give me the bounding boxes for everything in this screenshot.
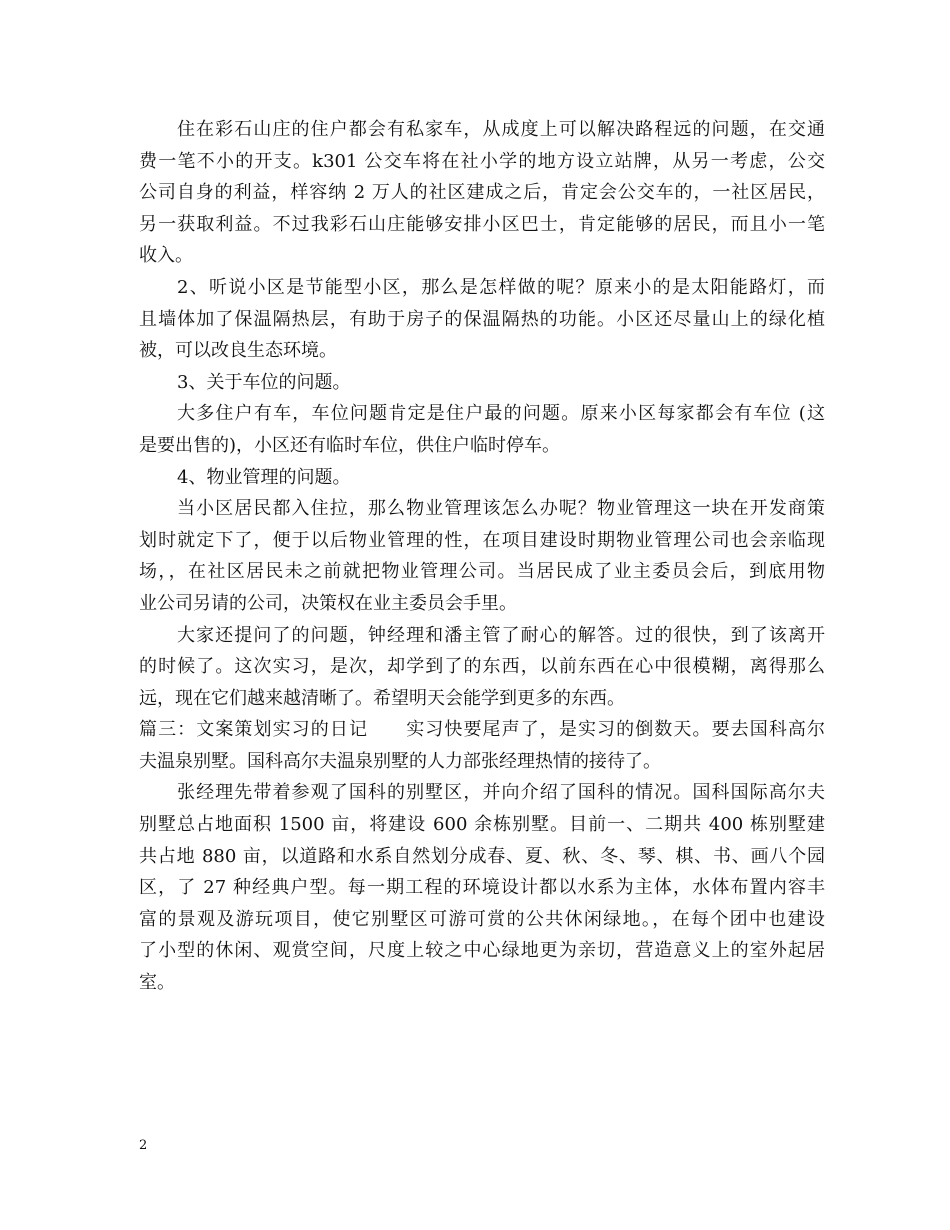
text-line: 大多住户有车，车位问题肯定是住户最的问题。原来小区每家都会有车位 (这: [177, 403, 825, 425]
text-line: 别墅总占地面积 1500 亩，将建设 600 余栋别墅。目前一、二期共 400 栋别墅建: [139, 814, 825, 836]
text-line: 夫温泉别墅。国科高尔夫温泉别墅的人力部张经理热情的接待了。: [139, 750, 661, 772]
text-line: 费一笔不小的开支。k301 公交车将在社小学的地方设立站牌，从另一考虑，公交: [139, 150, 825, 172]
text-line: 公司自身的利益，样容纳 2 万人的社区建成之后，肯定会公交车的，一社区居民，: [139, 182, 825, 204]
text-line: 大家还提问了的问题，钟经理和潘主管了耐心的解答。过的很快，到了该离开: [177, 624, 825, 646]
text-line: 了小型的休闲、观赏空间，尺度上较之中心绿地更为亲切，营造意义上的室外起居: [139, 940, 825, 962]
text-line: 场，，在社区居民未之前就把物业管理公司。当居民成了业主委员会后，到底用物: [139, 561, 825, 583]
text-line: 4、物业管理的问题。: [177, 466, 351, 488]
text-line: 住在彩石山庄的住户都会有私家车，从成度上可以解决路程远的问题，在交通: [177, 119, 825, 140]
text-line: 2、听说小区是节能型小区，那么是怎样做的呢？原来小的是太阳能路灯，而: [177, 276, 825, 298]
text-line: 远，现在它们越来越清晰了。希望明天会能学到更多的东西。: [139, 687, 625, 709]
text-line: 区，了 27 种经典户型。每一期工程的环境设计都以水系为主体，水体布置内容丰: [139, 877, 825, 899]
text-line: 室。: [139, 972, 175, 994]
text-line: 当小区居民都入住拉，那么物业管理该怎么办呢？物业管理这一块在开发商策: [177, 498, 825, 520]
text-line: 富的景观及游玩项目，使它别墅区可游可赏的公共休闲绿地。，在每个团中也建设: [139, 908, 825, 930]
text-line: 业公司另请的公司，决策权在业主委员会手里。: [139, 592, 517, 614]
text-line: 张经理先带着参观了国科的别墅区，并向介绍了国科的情况。国科国际高尔夫: [177, 782, 825, 804]
text-line: 篇三：文案策划实习的日记 实习快要尾声了，是实习的倒数天。要去国科高尔: [139, 719, 825, 741]
text-line: 被，可以改良生态环境。: [139, 340, 337, 362]
text-line: 的时候了。这次实习，是次，却学到了的东西，以前东西在心中很模糊，离得那么: [139, 656, 825, 678]
text-line: 且墙体加了保温隔热层，有助于房子的保温隔热的功能。小区还尽量山上的绿化植: [139, 308, 825, 330]
text-line: 共占地 880 亩，以道路和水系自然划分成春、夏、秋、冬、琴、棋、书、画八个园: [139, 845, 825, 867]
page-number: 2: [139, 1138, 148, 1153]
text-line: 收入。: [139, 245, 193, 267]
document-body: [139, 114, 825, 999]
text-line: 3、关于车位的问题。: [177, 371, 351, 393]
text-line: 另一获取利益。不过我彩石山庄能够安排小区巴士，肯定能够的居民，而且小一笔: [139, 213, 825, 235]
text-line: 是要出售的)，小区还有临时车位，供住户临时停车。: [139, 434, 561, 456]
text-line: 划时就定下了，便于以后物业管理的性，在项目建设时期物业管理公司也会亲临现: [139, 529, 825, 551]
